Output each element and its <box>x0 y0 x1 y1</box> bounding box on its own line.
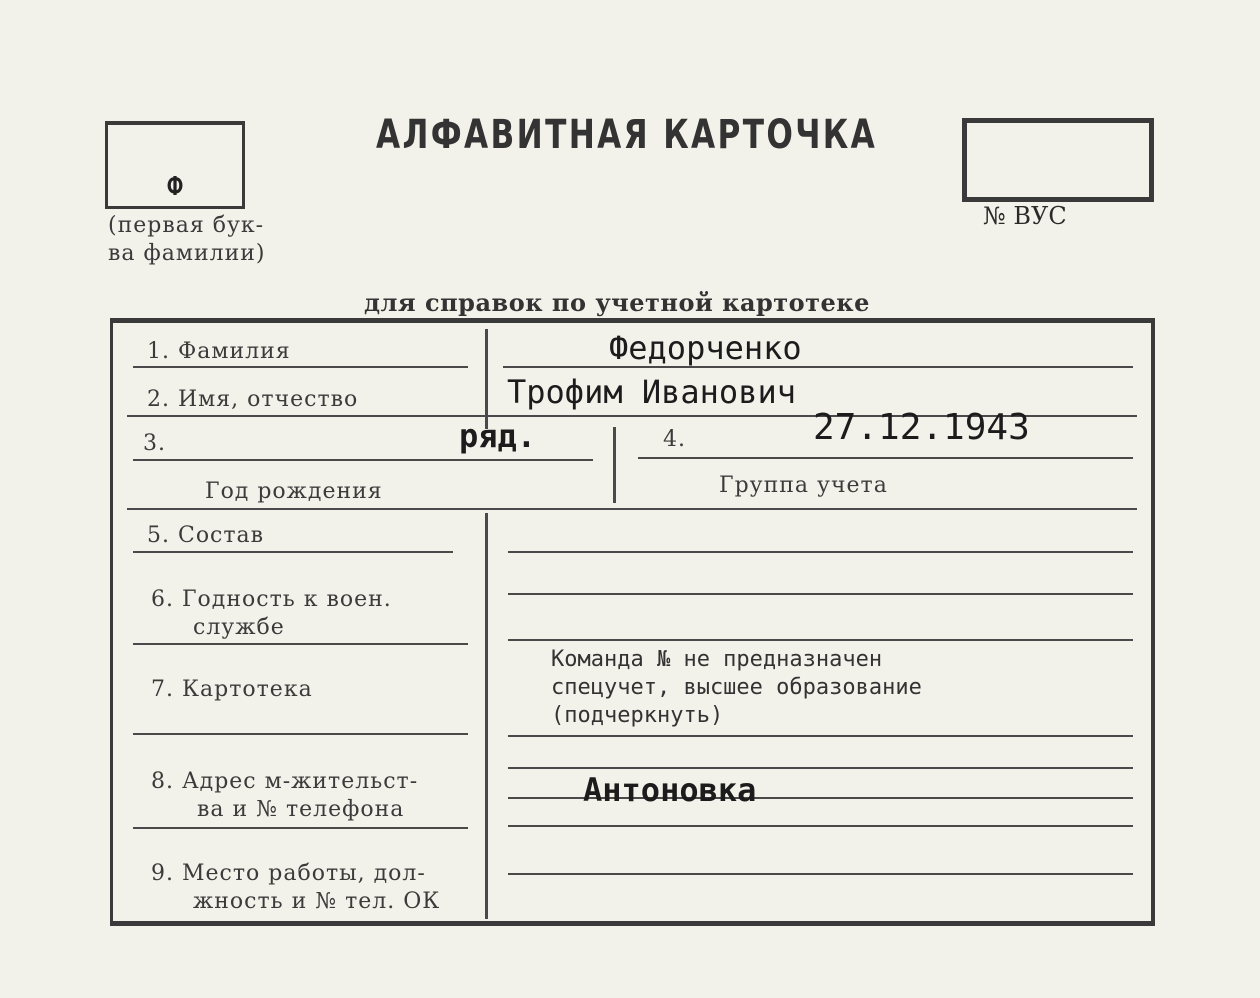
name-patronymic-value: Трофим Иванович <box>507 373 796 411</box>
field-3-caption: Год рождения <box>205 479 383 504</box>
rule <box>133 827 468 829</box>
field-3-label: 3. <box>143 431 166 456</box>
divider <box>613 427 616 503</box>
form-frame <box>110 318 1155 926</box>
first-letter-hint-line2: ва фамилии) <box>108 241 266 266</box>
rule <box>508 873 1133 875</box>
field-3-value: ряд. <box>459 417 537 455</box>
field-8-label-line2: ва и № телефона <box>197 797 405 822</box>
vus-label: № ВУС <box>983 202 1067 230</box>
rule <box>133 551 453 553</box>
rule <box>133 643 468 645</box>
rule <box>133 366 468 368</box>
field-8-label-line1: 8. Адрес м-жительст- <box>151 769 419 794</box>
field-2-label: 2. Имя, отчество <box>147 387 359 412</box>
field-6-label-line1: 6. Годность к воен. <box>151 587 392 612</box>
rule <box>508 767 1133 769</box>
rule <box>133 459 593 461</box>
field-4-label: 4. <box>663 427 686 452</box>
first-letter-hint-line1: (первая бук- <box>108 213 265 238</box>
first-letter-hint <box>108 212 266 268</box>
address-value: Антоновка <box>583 771 757 809</box>
first-letter-value: Ф <box>167 172 183 202</box>
field-5-label: 5. Состав <box>147 523 265 548</box>
rule <box>638 457 1133 459</box>
field-9-label-line2: жность и № тел. ОК <box>193 889 441 914</box>
field-4-value: 27.12.1943 <box>813 407 1030 448</box>
field-7-note-line3: (подчеркнуть) <box>551 703 724 728</box>
rule <box>508 825 1133 827</box>
field-4-caption: Группа учета <box>719 473 888 498</box>
vus-box <box>962 118 1154 202</box>
field-1-label: 1. Фамилия <box>147 339 291 364</box>
rule <box>508 639 1133 641</box>
surname-value: Федорченко <box>609 329 802 367</box>
field-7-note-line1: Команда № не предназначен <box>551 647 883 672</box>
card-title: АЛФАВИТНАЯ КАРТОЧКА <box>376 112 878 158</box>
card-subtitle: для справок по учетной картотеке <box>364 288 870 317</box>
divider <box>485 329 488 429</box>
rule <box>133 733 468 735</box>
rule <box>503 366 1133 368</box>
rule <box>508 593 1133 595</box>
first-letter-box <box>105 121 245 209</box>
divider <box>485 513 488 919</box>
field-6-label-line2: службе <box>193 615 285 640</box>
field-7-note-line2: спецучет, высшее образование <box>551 675 922 700</box>
field-7-label: 7. Картотека <box>151 677 313 702</box>
field-9-label-line1: 9. Место работы, дол- <box>151 861 426 886</box>
rule <box>508 551 1133 553</box>
rule <box>508 735 1133 737</box>
rule <box>127 508 1137 510</box>
